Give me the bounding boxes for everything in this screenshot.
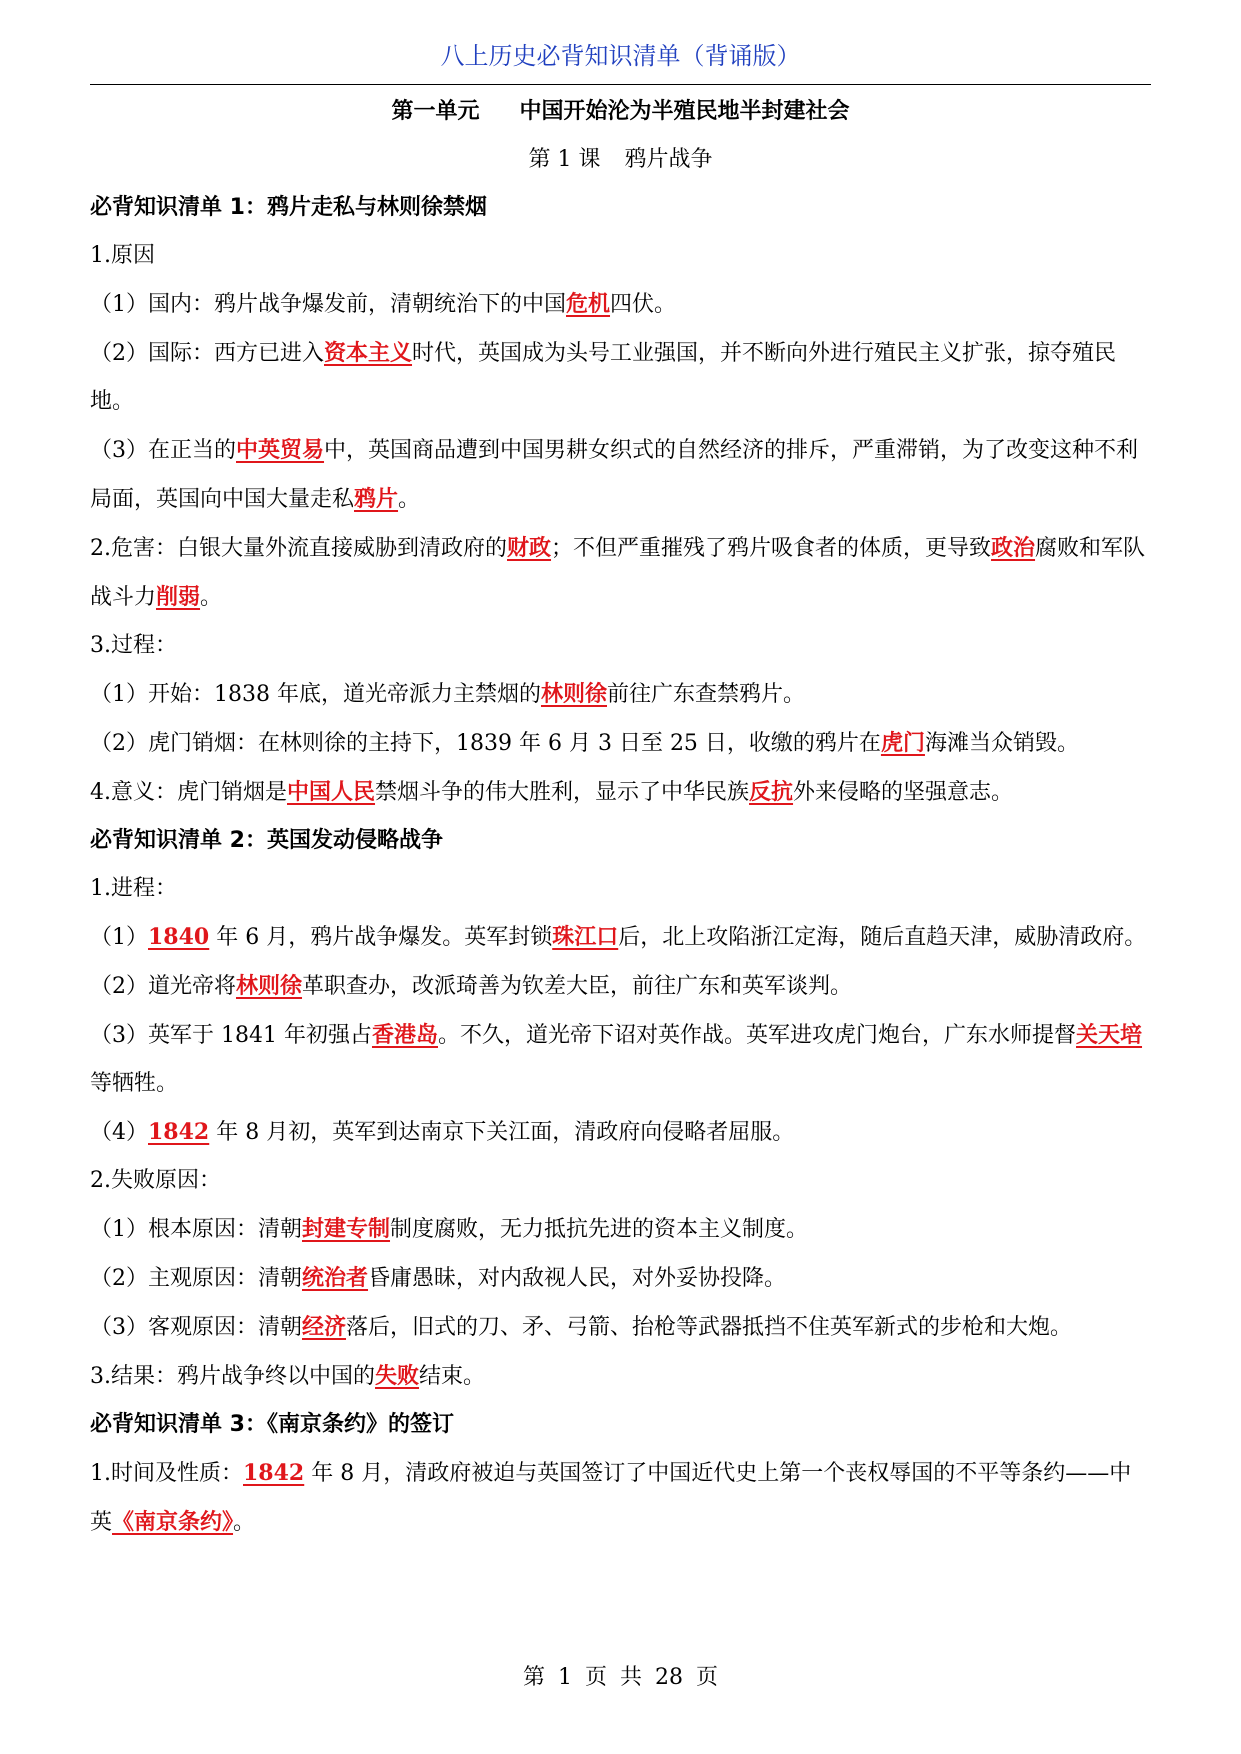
answer-blank: 反抗 [749,779,794,805]
answer-blank: 关天培 [1076,1022,1143,1048]
answer-blank: 资本主义 [324,340,413,366]
answer-blank: 1840 [148,924,210,950]
lesson-name: 鸦片战争 [624,147,713,172]
paragraph: 3.结果：鸦片战争终以中国的失败结束。 [90,1363,486,1389]
subheading: 2.失败原因： [90,1168,221,1193]
lesson-heading [90,136,1151,184]
paragraph: （1）1840 年 6 月，鸦片战争爆发。英军封锁珠江口后，北上攻陷浙江定海，随后直趋天津，威胁清政府。 [90,924,1147,950]
answer-blank: 经济 [302,1314,347,1340]
unit-name: 中国开始沦为半殖民地半封建社会 [519,99,850,124]
paragraph: 4.意义：虎门销烟是中国人民禁烟斗争的伟大胜利，显示了中华民族反抗外来侵略的坚强意志。 [90,779,1014,805]
subheading: 3.过程： [90,633,177,658]
unit-heading [90,88,1151,136]
document-title: 八上历史必背知识清单（背诵版） [440,42,801,70]
answer-blank: 1842 [148,1119,210,1145]
answer-blank: 封建专制 [302,1216,391,1242]
answer-blank: 1842 [243,1460,305,1486]
document-body [90,88,1151,1547]
paragraph: （2）国际：西方已进入资本主义时代，英国成为头号工业强国，并不断向外进行殖民主义扩张，掠夺殖民地。 [90,340,1117,414]
lesson-label: 第 1 课 [528,147,601,172]
subheading: 1.进程： [90,876,177,901]
paragraph: 1.时间及性质：1842 年 8 月，清政府被迫与英国签订了中国近代史上第一个丧权辱国的不平等条约——中英《南京条约》。 [90,1460,1132,1535]
answer-blank: 财政 [507,535,552,561]
subheading: 1.原因 [90,243,155,268]
answer-blank: 珠江口 [552,924,619,950]
answer-blank: 虎门 [880,730,925,756]
header-divider [90,84,1151,85]
unit-label: 第一单元 [391,99,480,124]
answer-blank: 失败 [375,1363,420,1389]
section-heading: 必背知识清单 3：《南京条约》的签订 [90,1412,454,1437]
answer-blank: 《南京条约》 [112,1509,234,1535]
answer-blank: 削弱 [156,584,201,610]
paragraph: （1）国内：鸦片战争爆发前，清朝统治下的中国危机四伏。 [90,291,677,317]
section-heading: 必背知识清单 1：鸦片走私与林则徐禁烟 [90,195,487,220]
paragraph: （1）开始：1838 年底，道光帝派力主禁烟的林则徐前往广东查禁鸦片。 [90,681,806,707]
answer-blank: 林则徐 [540,681,607,707]
paragraph: （3）英军于 1841 年初强占香港岛。不久，道光帝下诏对英作战。英军进攻虎门炮台，广东水师提督关天培等牺牲。 [90,1022,1143,1096]
answer-blank: 香港岛 [371,1022,438,1048]
paragraph: （1）根本原因：清朝封建专制制度腐败，无力抵抗先进的资本主义制度。 [90,1216,809,1242]
paragraph: （2）道光帝将林则徐革职查办，改派琦善为钦差大臣，前往广东和英军谈判。 [90,973,853,999]
answer-blank: 危机 [566,291,611,317]
answer-blank: 政治 [991,535,1036,561]
paragraph: （3）在正当的中英贸易中，英国商品遭到中国男耕女织式的自然经济的排斥，严重滞销，为了改变这种不利局面，英国向中国大量走私鸦片。 [90,437,1139,512]
section-heading: 必背知识清单 2：英国发动侵略战争 [90,828,443,853]
paragraph: 2.危害：白银大量外流直接威胁到清政府的财政；不但严重摧残了鸦片吸食者的体质，更导致政治腐败和军队战斗力削弱。 [90,535,1146,610]
answer-blank: 鸦片 [354,486,399,512]
answer-blank: 中英贸易 [236,437,325,463]
paragraph: （4）1842 年 8 月初，英军到达南京下关江面，清政府向侵略者屈服。 [90,1119,795,1145]
paragraph: （3）客观原因：清朝经济落后，旧式的刀、矛、弓箭、抬枪等武器抵挡不住英军新式的步枪和大炮。 [90,1314,1073,1340]
answer-blank: 统治者 [302,1265,369,1291]
page-number: 第 1 页 共 28 页 [523,1665,718,1690]
paragraph: （2）虎门销烟：在林则徐的主持下，1839 年 6 月 3 日至 25 日，收缴的鸦片在虎门海滩当众销毁。 [90,730,1079,756]
answer-blank: 林则徐 [236,973,303,999]
paragraph: （2）主观原因：清朝统治者昏庸愚昧，对内敌视人民，对外妥协投降。 [90,1265,787,1291]
answer-blank: 中国人民 [287,779,376,805]
